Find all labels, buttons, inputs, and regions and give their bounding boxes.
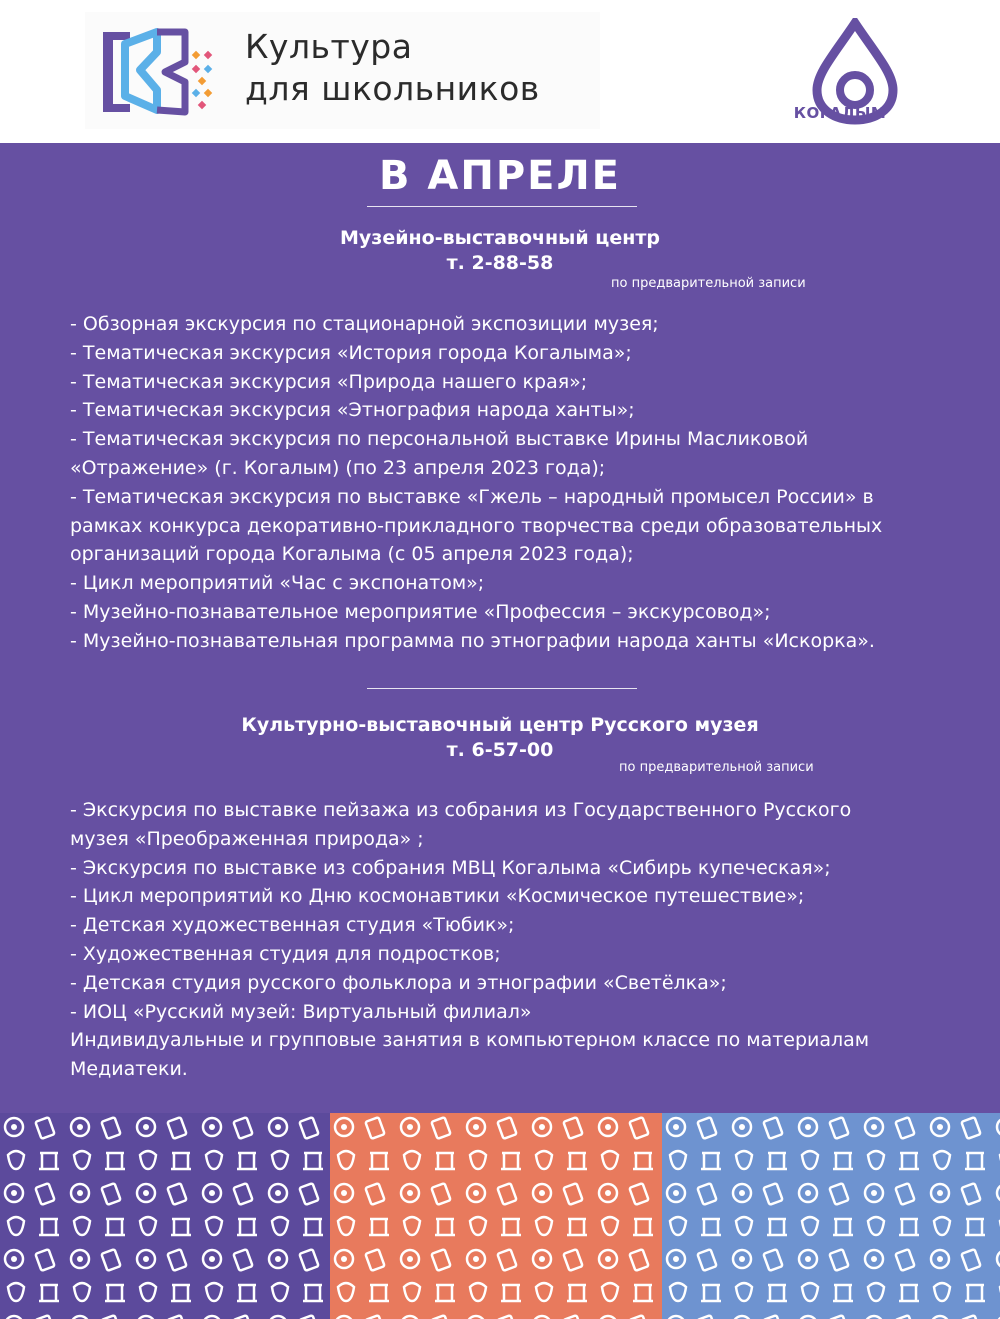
city-name: КОГАЛЫМ [793,104,887,122]
list-item: - Тематическая экскурсия «История города Когалыма»; [70,341,632,364]
list-item: музея «Преображенная природа» ; [70,827,424,850]
list-item: - Детская художественная студия «Тюбик»; [70,914,515,937]
section2-list [70,796,950,1084]
culture-logo-icon [95,22,225,122]
section-divider [367,688,637,689]
list-item: - Экскурсия по выставке из собрания МВЦ Когалыма «Сибирь купеческая»; [70,856,831,879]
section2-note: по предварительной записи [619,760,814,775]
list-item: рамках конкурса декоративно-прикладного творчества среди образовательных [70,514,883,537]
culture-logo [85,12,600,129]
page-title: В АПРЕЛЕ [378,153,622,199]
list-item: Индивидуальные и групповые занятия в компьютерном классе по материалам [70,1029,870,1052]
list-item: Медиатеки. [70,1058,188,1081]
list-item: - Тематическая экскурсия «Этнография народа ханты»; [70,399,635,422]
list-item: - ИОЦ «Русский музей: Виртуальный филиал» [70,1000,532,1023]
list-item: организаций города Когалыма (с 05 апреля 2023 года); [70,543,634,566]
list-item: - Обзорная экскурсия по стационарной экспозиции музея; [70,313,659,335]
list-item: - Тематическая экскурсия по выставке «Гжель – народный промысел России» в [70,485,874,508]
section2-phone: т. 6-57-00 [446,739,554,761]
list-item: - Тематическая экскурсия по персональной выставке Ирины Масликовой [70,428,809,451]
list-item: - Детская студия русского фольклора и этнографии «Светёлка»; [70,971,727,994]
section1-list [70,310,950,656]
list-item: - Музейно-познавательное мероприятие «Профессия – экскурсовод»; [70,600,771,623]
header [0,0,1000,143]
section1-name: Музейно-выставочный центр [340,227,660,249]
list-item: «Отражение» (г. Когалым) (по 23 апреля 2023 года); [70,456,606,479]
list-item: - Экскурсия по выставке пейзажа из собрания из Государственного Русского [70,799,852,821]
logo-line1: Культура [245,27,413,66]
pattern-left [0,1113,330,1319]
section2-name: Культурно-выставочный центр Русского музея [241,714,759,736]
list-item: - Музейно-познавательная программа по этнографии народа ханты «Искорка». [70,629,875,652]
pattern-right [662,1113,1000,1319]
section1-phone: т. 2-88-58 [446,252,554,274]
list-item: - Тематическая экскурсия «Природа нашего края»; [70,370,588,393]
section1-title [0,226,1000,276]
section2-title [0,713,1000,763]
logo-line2: для школьников [245,69,540,108]
list-item: - Художественная студия для подростков; [70,942,501,965]
culture-logo-text [245,26,540,110]
title-divider [367,206,637,207]
pattern-middle [330,1113,662,1319]
section1-note: по предварительной записи [611,276,806,291]
list-item: - Цикл мероприятий «Час с экспонатом»; [70,572,485,595]
list-item: - Цикл мероприятий ко Дню космонавтики «Космическое путешествие»; [70,885,805,908]
